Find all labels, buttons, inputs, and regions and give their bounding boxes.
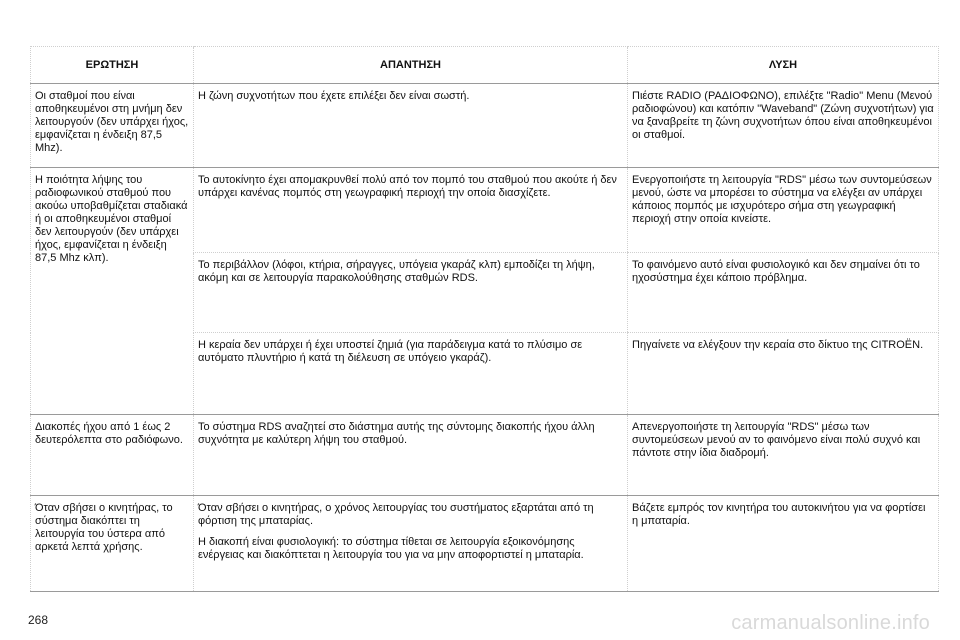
answer-cell: Η κεραία δεν υπάρχει ή έχει υποστεί ζημιά (για παράδειγμα κατά το πλύσιμο σε αυτόματο πλυντήριο ή κατά τη διέλευση σε υπόγειο γκαράζ). [194,333,628,415]
table-row [31,415,939,496]
answer-paragraph: Όταν σβήσει ο κινητήρας, ο χρόνος λειτουργίας του συστήματος εξαρτάται από τη φόρτιση της μπαταρίας. [198,502,594,527]
table-row [31,84,939,168]
watermark: carmanualsonline.info [731,612,930,634]
answer-paragraph: Η διακοπή είναι φυσιολογική: το σύστημα τίθεται σε λειτουργία εξοικονόμησης ενέργειας και διακόπτεται η λειτουργία του για να μην αποφορτιστεί η μπαταρία. [198,536,584,561]
question-cell: Οι σταθμοί που είναι αποθηκευμένοι στη μνήμη δεν λειτουργούν (δεν υπάρχει ήχος, εμφανίζεται η ένδειξη 87,5 Mhz). [31,84,194,168]
question-cell: Η ποιότητα λήψης του ραδιοφωνικού σταθμού που ακούω υποβαθμίζεται σταδιακά ή οι αποθηκευμένοι σταθμοί δεν λειτουργούν (δεν υπάρχει ήχος, εμφανίζεται η ένδειξη 87,5 Mhz κλπ). [31,168,194,415]
header-question: ΕΡΩΤΗΣΗ [31,47,194,84]
header-answer: ΑΠΑΝΤΗΣΗ [194,47,628,84]
solution-cell: Απενεργοποιήστε τη λειτουργία "RDS" μέσω των συντομεύσεων μενού αν το φαινόμενο είναι πολύ συχνό και πάντοτε στην ίδια διαδρομή. [628,415,939,496]
header-solution: ΛΥΣΗ [628,47,939,84]
table-row [31,168,939,253]
question-cell: Διακοπές ήχου από 1 έως 2 δευτερόλεπτα στο ραδιόφωνο. [31,415,194,496]
table-header-row [31,47,939,84]
question-cell: Όταν σβήσει ο κινητήρας, το σύστημα διακόπτει τη λειτουργία του ύστερα από αρκετά λεπτά χρήσης. [31,496,194,592]
solution-cell: Ενεργοποιήστε τη λειτουργία "RDS" μέσω των συντομεύσεων μενού, ώστε να μπορέσει το σύστημα να ελέγξει αν υπάρχει κάποιος πομπός με ισχυρότερο σήμα στη γεωγραφική περιοχή στην οποία κινείστε. [628,168,939,253]
solution-cell: Βάζετε εμπρός τον κινητήρα του αυτοκινήτου για να φορτίσει η μπαταρία. [628,496,939,592]
solution-cell: Πιέστε RADIO (ΡΑΔΙΟΦΩΝΟ), επιλέξτε "Radio" Menu (Μενού ραδιοφώνου) και κατόπιν "Waveband" (Ζώνη συχνοτήτων) για να ξαναβρείτε τη ζώνη συχνοτήτων όπου είναι αποθηκευμένοι οι σταθμοί. [628,84,939,168]
answer-cell: Η ζώνη συχνοτήτων που έχετε επιλέξει δεν είναι σωστή. [194,84,628,168]
answer-cell: Το περιβάλλον (λόφοι, κτήρια, σήραγγες, υπόγεια γκαράζ κλπ) εμποδίζει τη λήψη, ακόμη και σε λειτουργία παρακολούθησης σταθμών RDS. [194,253,628,333]
faq-table [30,46,939,592]
table-row [31,496,939,592]
solution-cell: Το φαινόμενο αυτό είναι φυσιολογικό και δεν σημαίνει ότι το ηχοσύστημα έχει κάποιο πρόβλημα. [628,253,939,333]
answer-cell: Το αυτοκίνητο έχει απομακρυνθεί πολύ από τον πομπό του σταθμού που ακούτε ή δεν υπάρχει κανένας πομπός στη γεωγραφική περιοχή την οποία διασχίζετε. [194,168,628,253]
answer-cell: Το σύστημα RDS αναζητεί στο διάστημα αυτής της σύντομης διακοπής ήχου άλλη συχνότητα με καλύτερη λήψη του σταθμού. [194,415,628,496]
solution-cell: Πηγαίνετε να ελέγξουν την κεραία στο δίκτυο της CITROËN. [628,333,939,415]
page-number: 268 [28,613,49,627]
answer-cell [194,496,628,592]
